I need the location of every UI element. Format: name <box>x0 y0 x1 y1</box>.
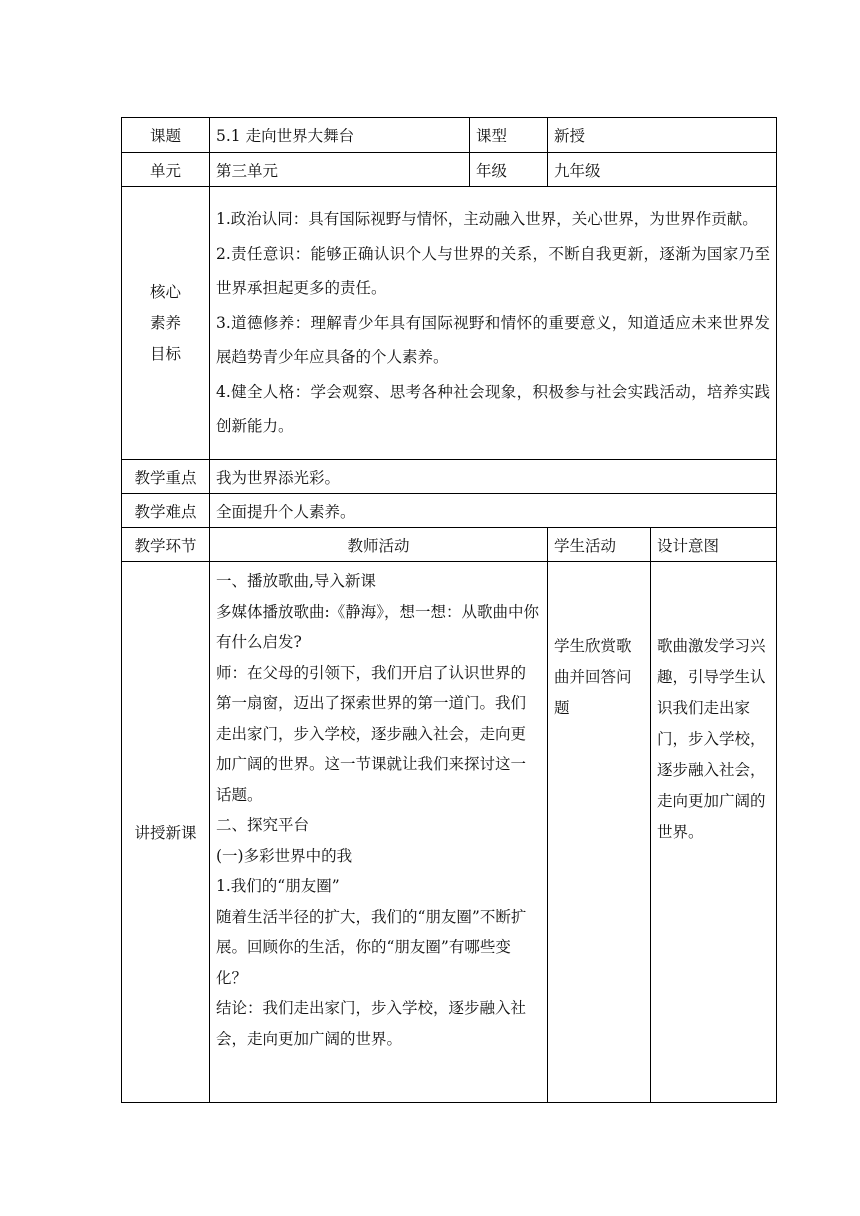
teacher-line: 一、播放歌曲,导入新课 <box>216 572 376 590</box>
lesson-row <box>122 562 777 1103</box>
topic-label: 课题 <box>122 118 210 153</box>
focus-row <box>122 460 777 494</box>
student-text: 学生欣赏歌曲并回答问题 <box>554 637 632 717</box>
goals-row <box>122 187 777 460</box>
difficulty-value: 全面提升个人素养。 <box>210 494 777 528</box>
goals-label-line: 核心 <box>149 282 181 301</box>
difficulty-label: 教学难点 <box>122 494 210 528</box>
goals-content <box>210 187 777 460</box>
lesson-plan-table <box>121 117 777 1103</box>
unit-label: 单元 <box>122 153 210 187</box>
unit-value: 第三单元 <box>210 153 470 187</box>
column-intent: 设计意图 <box>651 528 777 562</box>
column-student: 学生活动 <box>548 528 651 562</box>
teacher-line: 结论：我们走出家门，步入学校，逐步融入社会，走向更加广阔的世界。 <box>216 999 527 1048</box>
difficulty-row <box>122 494 777 528</box>
goals-label-line: 目标 <box>149 344 181 363</box>
teacher-line: 二、探究平台 <box>216 816 310 834</box>
grade-value: 九年级 <box>548 153 777 187</box>
lesson-stage: 讲授新课 <box>122 562 210 1103</box>
type-label: 课型 <box>470 118 548 153</box>
topic-row <box>122 118 777 153</box>
goal-item: 4.健全人格：学会观察、思考各种社会现象，积极参与社会实践活动，培养实践创新能力。 <box>216 382 771 436</box>
intent-text: 歌曲激发学习兴趣，引导学生认识我们走出家门，步入学校，逐步融入社会，走向更加广阔的世界。 <box>657 637 766 841</box>
goal-item: 3.道德修养：理解青少年具有国际视野和情怀的重要意义，知道适应未来世界发展趋势青少年应具备的个人素养。 <box>216 313 771 367</box>
goals-label <box>122 187 210 460</box>
design-intent <box>651 562 777 1103</box>
student-activity <box>548 562 651 1103</box>
teacher-line: 1.我们的“朋友圈” <box>216 877 340 895</box>
goals-label-line: 素养 <box>149 313 181 332</box>
column-teacher: 教师活动 <box>210 528 548 562</box>
grade-label: 年级 <box>470 153 548 187</box>
focus-value: 我为世界添光彩。 <box>210 460 777 494</box>
goal-item: 1.政治认同：具有国际视野与情怀，主动融入世界，关心世界，为世界作贡献。 <box>216 210 758 229</box>
teacher-line: (一)多彩世界中的我 <box>216 846 353 865</box>
type-value: 新授 <box>548 118 777 153</box>
column-stage: 教学环节 <box>122 528 210 562</box>
topic-value: 5.1 走向世界大舞台 <box>210 118 470 153</box>
focus-label: 教学重点 <box>122 460 210 494</box>
column-header-row <box>122 528 777 562</box>
unit-row <box>122 153 777 187</box>
teacher-activity <box>210 562 548 1103</box>
teacher-line: 多媒体播放歌曲:《静海》，想一想：从歌曲中你有什么启发? <box>216 602 539 651</box>
teacher-line: 师：在父母的引领下，我们开启了认识世界的第一扇窗，迈出了探索世界的第一道门。我们走出家门，步入学校，逐步融入社会，走向更加广阔的世界。这一节课就让我们来探讨这一话题。 <box>216 663 527 804</box>
teacher-line: 随着生活半径的扩大，我们的“朋友圈”不断扩展。回顾你的生活，你的“朋友圈”有哪些变化？ <box>216 907 527 987</box>
goal-item: 2.责任意识：能够正确认识个人与世界的关系，不断自我更新，逐渐为国家乃至世界承担起更多的责任。 <box>216 244 771 298</box>
